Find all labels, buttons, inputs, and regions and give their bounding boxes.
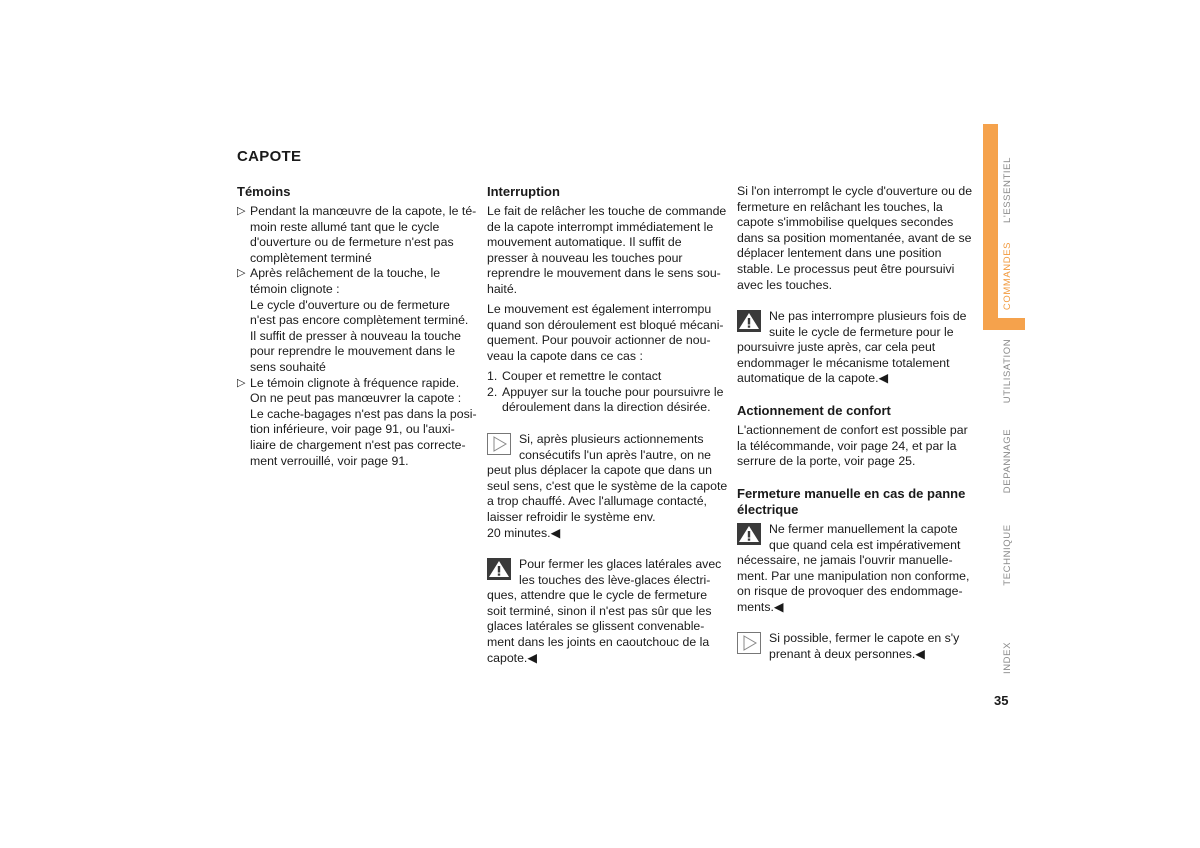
text-line: poursuivre juste après, car cela peut <box>737 340 936 355</box>
item-text: Appuyer sur la touche pour poursuivre le <box>502 384 724 399</box>
text-line: glaces latérales se glissent convenable- <box>487 619 705 634</box>
text-line: Pendant la manœuvre de la capote, le té- <box>250 204 477 218</box>
warning-icon <box>487 558 511 580</box>
text-line: témoin clignote : <box>250 281 340 296</box>
text-line: avec les touches. <box>737 277 833 292</box>
bullet-item <box>237 266 482 375</box>
text-line: Le témoin clignote à fréquence rapide. <box>250 375 460 390</box>
bullet-triangle-icon: ▷ <box>237 376 246 389</box>
heading-line: Interruption <box>487 184 560 199</box>
text-line: serrure de la porte, voir page 25. <box>737 454 916 469</box>
text-line: n'est pas encore complètement terminé. <box>250 313 469 328</box>
text-line: nécessaire, ne jamais l'ouvrir manuelle- <box>737 553 953 568</box>
text-line: de la capote interrompt immédiatement le <box>487 219 714 234</box>
text-line: laisser refroidir le système env. <box>487 509 656 524</box>
warning-icon <box>737 523 761 545</box>
section-heading <box>237 184 482 200</box>
text-line: stable. Le processus peut être poursuivi <box>737 261 955 276</box>
page-number: 35 <box>994 693 1009 708</box>
text-line: automatique de la capote.◀ <box>737 371 888 386</box>
bullet-triangle-icon: ▷ <box>237 205 246 217</box>
heading-line: Témoins <box>237 184 291 199</box>
text-line: reprendre le mouvement dans le sens sou- <box>487 266 721 281</box>
warning-note <box>737 309 982 387</box>
text-line: mouvement automatique. Il suffit de <box>487 235 682 250</box>
section-heading <box>487 184 732 200</box>
text-line: capote s'immobilise quelques secondes <box>737 215 954 230</box>
text-line: soit terminé, sinon il n'est pas sûr que les <box>487 603 712 618</box>
item-text: Couper et remettre le contact <box>502 369 662 383</box>
text-line: ment dans les joints en caoutchouc de la <box>487 634 710 649</box>
text-line <box>487 400 732 416</box>
text-line: Le mouvement est également interrompu <box>487 302 712 316</box>
text-line: a trop chauffé. Avec l'allumage contacté, <box>487 494 707 509</box>
text-line: consécutifs l'un après l'autre, on ne <box>519 447 711 462</box>
chapter-tab-index[interactable]: INDEX <box>1002 641 1013 675</box>
chapter-tab-depannage[interactable]: DEPANNAGE <box>1002 428 1013 494</box>
text-line: ment. Par une manipulation non conforme, <box>737 568 970 583</box>
section-heading <box>737 403 982 419</box>
chapter-tab-lessentiel[interactable]: L'ESSENTIEL <box>1002 157 1013 223</box>
list-block <box>487 369 732 416</box>
item-number: 2. <box>487 384 498 399</box>
heading-line: électrique <box>737 501 799 517</box>
text-line: la télécommande, voir page 24, et par la <box>737 438 957 453</box>
text-line: Il suffit de presser à nouveau la touche <box>250 328 462 343</box>
warning-note <box>737 522 982 616</box>
text-line: déplacer lentement dans une position <box>737 246 942 261</box>
text-line: Si l'on interrompt le cycle d'ouverture ou de <box>737 184 973 198</box>
bullet-triangle-icon: ▷ <box>237 267 246 280</box>
text-line: veau la capote dans ce cas : <box>487 348 643 363</box>
text-line: ques, attendre que le cycle de fermeture <box>487 588 708 603</box>
item-number: 1. <box>487 369 498 383</box>
text-line <box>487 385 732 401</box>
text-line: d'ouverture ou de fermeture n'est pas <box>250 235 454 250</box>
text-line: quement. Pour pouvoir actionner de nou- <box>487 333 711 348</box>
text-line: ments.◀ <box>737 599 784 614</box>
text-line: liaire de chargement n'est pas correcte- <box>250 437 466 452</box>
page-title: CAPOTE <box>237 148 302 165</box>
para-block <box>737 184 982 293</box>
para-block <box>487 204 732 298</box>
text-line: ment verrouillé, voir page 91. <box>250 453 409 468</box>
text-line: 20 minutes.◀ <box>487 525 561 540</box>
text-line: quand son déroulement est bloqué mécani- <box>487 317 724 332</box>
numbered-item <box>487 369 732 385</box>
bullet-item <box>237 204 482 266</box>
chapter-tab-commandes[interactable]: COMMANDES <box>1002 241 1013 311</box>
section-heading <box>737 486 982 517</box>
text-line: tion inférieure, voir page 91, ou l'auxi- <box>250 422 455 437</box>
text-line: Après relâchement de la touche, le <box>250 266 441 281</box>
info-note <box>737 631 982 662</box>
text-line: moin reste allumé tant que le cycle <box>250 219 440 234</box>
text-line: pour reprendre le mouvement dans le <box>250 344 456 359</box>
note-icon <box>737 632 761 654</box>
chapter-tab-technique[interactable]: TECHNIQUE <box>1002 524 1013 586</box>
text-line: Si possible, fermer le capote en s'y <box>769 631 960 645</box>
numbered-item <box>487 385 732 416</box>
bullets-block <box>237 204 482 469</box>
bullet-item <box>237 376 482 470</box>
text-line: Le cycle d'ouverture ou de fermeture <box>250 297 450 312</box>
text-line: que quand cela est impérativement <box>769 537 961 552</box>
heading-line: Actionnement de confort <box>737 403 891 418</box>
chapter-tab-utilisation[interactable]: UTILISATION <box>1002 338 1013 404</box>
info-note <box>487 432 732 541</box>
warning-note <box>487 557 732 666</box>
text-line: Le fait de relâcher les touche de commande <box>487 204 727 218</box>
text-line: Le cache-bagages n'est pas dans la posi- <box>250 406 477 421</box>
text-line: endommager le mécanisme totalement <box>737 355 950 370</box>
text-line <box>487 369 732 385</box>
text-line: prenant à deux personnes.◀ <box>769 646 925 661</box>
text-line: seul sens, c'est que le système de la capote <box>487 478 728 493</box>
text-line: suite le cycle de fermeture pour le <box>769 324 954 339</box>
text-line: On ne peut pas manœuvrer la capote : <box>250 391 462 406</box>
text-line: on risque de provoquer des endommage- <box>737 584 963 599</box>
text-line: les touches des lève-glaces électri- <box>519 572 711 587</box>
para-block <box>487 302 732 364</box>
para-block <box>737 423 982 470</box>
text-line: Ne pas interrompre plusieurs fois de <box>769 309 967 323</box>
text-line: capote.◀ <box>487 650 537 665</box>
text-line: fermeture en relâchant les touches, la <box>737 199 943 214</box>
item-text: déroulement dans la direction désirée. <box>502 400 711 415</box>
text-line: peut plus déplacer la capote que dans un <box>487 463 712 478</box>
text-line: sens souhaité <box>250 359 326 374</box>
text-line: Si, après plusieurs actionnements <box>519 432 704 446</box>
text-line: Ne fermer manuellement la capote <box>769 522 958 536</box>
text-line: Pour fermer les glaces latérales avec <box>519 557 722 571</box>
section-marker-bar <box>983 124 998 330</box>
text-line: dans sa position momentanée, avant de se <box>737 230 972 245</box>
text-line: L'actionnement de confort est possible par <box>737 423 968 437</box>
warning-icon <box>737 310 761 332</box>
text-line: complètement terminé <box>250 250 372 265</box>
heading-line: Fermeture manuelle en cas de panne <box>737 486 966 501</box>
note-icon <box>487 433 511 455</box>
text-line: presser à nouveau les touches pour <box>487 250 683 265</box>
text-line: haité. <box>487 281 518 296</box>
